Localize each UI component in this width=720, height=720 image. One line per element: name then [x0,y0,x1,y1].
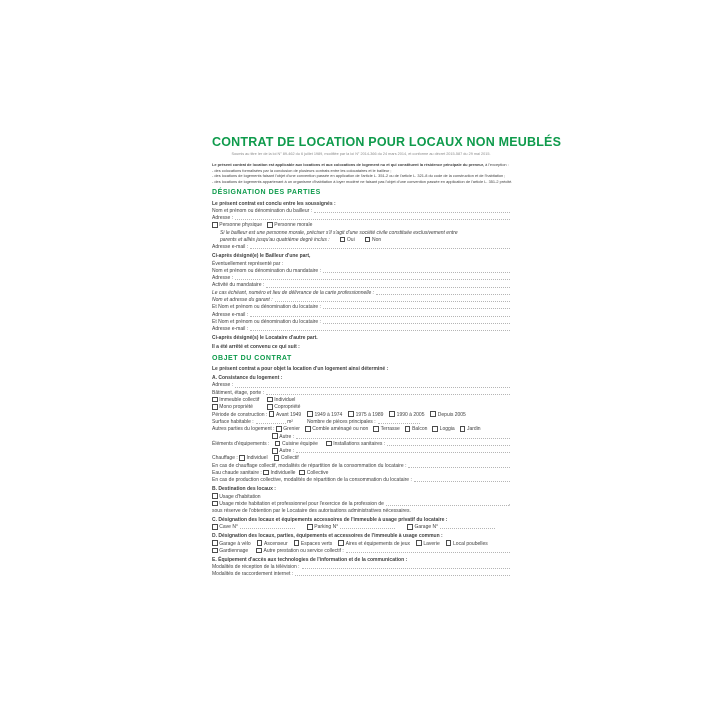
form-label: C. Désignation des locaux et équipements accessoires de l'immeuble à usage privatif du locataire : [212,517,448,524]
fill-line [323,272,510,273]
form-row [212,343,510,350]
form-label: En cas de chauffage collectif, modalités de répartition de la consommation du locataire : [212,462,407,469]
checkbox-label: Avant 1949 [275,411,302,418]
checkbox[interactable] [430,411,436,417]
checkbox-label: Ascenseur [263,540,288,547]
form-label: Nom et prénom ou dénomination du bailleur : [212,207,313,214]
form-body [212,189,510,578]
form-row [212,365,510,372]
checkbox[interactable] [446,540,452,546]
form-label: Adresse : [212,275,234,282]
form-label: Modalités de raccordement internet : [212,571,294,578]
form-row [212,221,510,228]
form-label: Adresse e-mail : [212,311,249,318]
form-label: Et Nom et prénom ou dénomination du locataire : [212,304,321,311]
intro-item: - des colocations formalisées par la conclusion de plusieurs contrats entre les colocataires et le bailleur ; [212,167,392,173]
checkbox[interactable] [212,501,218,507]
form-row [212,440,510,447]
checkbox-label: Terrasse [380,426,400,433]
checkbox-label: Laverie [423,540,440,547]
form-label: Et Nom et prénom ou dénomination du locataire : [212,318,321,325]
checkbox-label: Aires et équipements de jeux [345,540,411,547]
form-row [212,310,510,317]
checkbox[interactable] [257,540,263,546]
form-row [212,418,510,425]
form-row [212,267,510,274]
checkbox-label: Collectif [280,455,299,462]
form-label: D. Désignation des locaux, parties, équipements et accessoires de l'immeuble à usage commun : [212,533,443,540]
checkbox[interactable] [263,470,269,476]
form-row [212,432,510,439]
checkbox-label: Non [371,237,382,244]
form-row [212,516,510,523]
checkbox-option [430,411,465,417]
form-label: Si le bailleur est une personne morale, préciser s'il s'agit d'une société civile constituée exclusivement entre [220,229,458,236]
form-row [212,296,510,303]
intro-item: - des locations de logements appartenant à un organisme d'habitation à loyer modéré ne faisant pas l'objet d'une convention passée en application de l'article L. 351-2 précité. [212,178,513,184]
checkbox[interactable] [212,548,218,554]
form-row [212,236,510,243]
checkbox[interactable] [274,455,280,461]
form-row [212,303,510,310]
form-label: Éléments d'équipements : [212,440,271,447]
form-row [212,563,510,570]
fill-line [235,219,510,220]
checkbox-label: Installations sanitaires : [333,440,386,447]
form-label: Adresse : [212,215,234,222]
form-label: Nom et adresse du garant : [212,297,273,304]
checkbox-label: Personne morale [274,222,313,229]
fill-line [235,279,510,280]
checkbox-label: Copropriété [274,404,301,411]
fill-line [302,568,510,569]
form-row [212,492,510,499]
form-row [212,570,510,577]
form-row [212,403,510,410]
checkbox-option [294,540,333,546]
checkbox-label: Balcon [412,426,428,433]
fill-line [378,423,420,424]
form-label: Ci-après désigné(e) le Bailleur d'une part, [212,253,311,260]
checkbox-label: Usage d'habitation [219,493,261,500]
checkbox[interactable] [212,493,218,499]
form-row [212,389,510,396]
checkbox-option [212,397,267,403]
checkbox-label: Cuisine équipée [282,440,318,447]
checkbox-option [212,540,251,546]
checkbox-option [326,441,385,447]
fill-line [296,438,510,439]
form-row [212,214,510,221]
checkbox-option [373,426,399,432]
form-label: Activité du mandataire : [212,282,265,289]
checkbox[interactable] [267,404,273,410]
checkbox-label: 1990 à 2005 [396,411,425,418]
checkbox[interactable] [338,540,344,546]
checkbox[interactable] [407,524,413,530]
checkbox-label: 1975 à 1989 [355,411,384,418]
checkbox[interactable] [267,397,273,403]
intro-lead [212,162,510,168]
form-label: Adresse : [212,382,234,389]
checkbox[interactable] [340,237,346,243]
checkbox-option [405,426,428,432]
checkbox-option [274,455,299,461]
form-row [212,507,510,514]
fill-line [386,505,509,506]
checkbox-option [365,237,381,243]
checkbox[interactable] [294,540,300,546]
checkbox[interactable] [239,455,245,461]
fill-line [440,528,495,529]
checkbox-option [460,426,481,432]
form-row [212,539,510,546]
intro-item: - des locations de logements faisant l'objet d'une convention passée en application de l'article L. 351-2 ou de l'article L. 321-8 du code de la construction et de l'habitation ; [212,173,506,179]
form-row [212,318,510,325]
form-label: En cas de production collective, modalités de répartition de la consommation du locataire : [212,477,412,484]
checkbox-label: Individuel [274,397,296,404]
checkbox-label: Comble aménagé ou non [312,426,369,433]
form-row [212,396,510,403]
form-row [212,289,510,296]
form-label: Période de construction : [212,411,269,418]
checkbox-label: Parking N° [314,524,339,531]
checkbox[interactable] [299,470,305,476]
checkbox-option [267,404,300,410]
form-label: Eau chaude sanitaire : [212,470,264,477]
form-row [212,485,510,492]
form-row [212,281,510,288]
form-label: Adresse e-mail : [212,244,249,251]
fill-line [256,423,286,424]
checkbox[interactable] [212,540,218,546]
checkbox-option [267,222,312,228]
checkbox-label: Immeuble collectif [219,397,260,404]
form-label: E. Équipement d'accès aux technologies de l'information et de la communication : [212,556,408,563]
checkbox[interactable] [276,426,282,432]
checkbox[interactable] [416,540,422,546]
checkbox[interactable] [326,441,332,447]
checkbox-option [307,411,342,417]
fill-line [376,294,510,295]
checkbox-option [299,470,328,476]
form-label: sous réserve de l'obtention par le Locataire des autorisations administratives nécessaires. [212,508,411,515]
fill-line [387,445,510,446]
checkbox-label: Oui [346,237,355,244]
form-label: Il a été arrêté et convenu ce qui suit : [212,344,300,350]
form-row [212,274,510,281]
checkbox-option [416,540,440,546]
checkbox-option [276,426,300,432]
checkbox-label: Jardin [466,426,481,433]
fill-line [275,301,510,302]
intro-lead-bold: Le présent contrat de location est applicable aux locations et aux colocations de logement nu et qui constituent la résidence principale du preneur, [212,162,484,167]
checkbox-option [239,455,267,461]
form-label: Le présent contrat a pour objet la location d'un logement ainsi déterminé : [212,366,389,373]
form-row [212,523,510,530]
fill-line [414,481,510,482]
fill-line [314,212,510,213]
checkbox-label: Garage à vélo [219,540,251,547]
document-title: CONTRAT DE LOCATION POUR LOCAUX NON MEUBLÉS [212,135,562,149]
checkbox[interactable] [267,222,273,228]
checkbox-option [256,548,344,554]
checkbox-label: Cave N° [219,524,238,531]
checkbox[interactable] [373,426,379,432]
fill-line [250,248,510,249]
fill-line [323,323,510,324]
checkbox-label: Usage mixte habitation et professionnel pour l'exercice de la profession de [219,500,384,507]
form-label: Nom et prénom ou dénomination du mandataire : [212,267,321,274]
form-row [212,555,510,562]
form-row [212,207,510,214]
form-row [212,334,510,341]
checkbox[interactable] [307,411,313,417]
fill-line [295,575,510,576]
form-row [212,547,510,554]
checkbox-label: Espaces verts [300,540,333,547]
section-heading: DÉSIGNATION DES PARTIES [212,188,321,196]
form-row [212,454,510,461]
form-row [212,476,510,483]
checkbox[interactable] [272,448,278,454]
document-subtitle: Soumis au titre Ier de la loi N° 89-462 du 6 juillet 1989, modifiée par la loi N° 2014-366 du 24 mars 2014, et conforme au décret 2015-587 du 29 mai 2015. [231,152,491,156]
form-label: m² [285,418,293,425]
checkbox-label: Personne physique [219,222,263,229]
checkbox[interactable] [365,237,371,243]
checkbox-option [305,426,368,432]
checkbox-option [340,237,355,243]
checkbox-label: Loggia [439,426,455,433]
checkbox-label: Autre prestation ou service collectif : [263,547,344,554]
form-row [212,532,510,539]
checkbox-label: Individuelle [270,470,296,477]
fill-line [346,552,510,553]
fill-line [323,308,510,309]
contract-document [212,135,562,578]
form-row [212,229,510,236]
form-label: Chauffage : [212,455,240,462]
checkbox[interactable] [212,222,218,228]
checkbox-option [446,540,488,546]
form-label: Adresse e-mail : [212,326,249,333]
form-row [212,500,510,507]
form-label: Nombre de pièces principales : [306,418,376,425]
form-label: Autres parties du logement : [212,426,276,433]
checkbox-label: Individuel [246,455,268,462]
form-label: Le présent contrat est conclu entre les soussignés : [212,200,336,207]
checkbox-option [338,540,410,546]
checkbox[interactable] [389,411,395,417]
checkbox-label: 1949 à 1974 [314,411,343,418]
fill-line [340,528,395,529]
checkbox-label: Grenier [283,426,300,433]
form-label: Éventuellement représenté par : [212,260,284,267]
form-row [212,381,510,388]
checkbox-option [272,448,294,454]
form-row [212,447,510,454]
form-label: B. Destination des locaux : [212,486,276,493]
checkbox-option [389,411,424,417]
fill-line [266,287,510,288]
checkbox-label: Gardiennage [219,547,249,554]
checkbox[interactable] [460,426,466,432]
fill-line [408,467,510,468]
form-label: Bâtiment, étage, porte : [212,389,264,396]
form-label: Le cas échéant, numéro et lieu de délivrance de la carte professionnelle : [212,289,375,296]
fill-line [250,330,510,331]
checkbox-option [272,433,294,439]
checkbox-option [212,548,248,554]
checkbox-option [432,426,454,432]
checkbox[interactable] [275,441,281,447]
checkbox-option [257,540,288,546]
checkbox[interactable] [212,524,218,530]
checkbox-option [212,493,261,499]
checkbox-option [348,411,383,417]
checkbox-option [212,501,384,507]
checkbox[interactable] [272,433,278,439]
form-row [212,325,510,332]
form-row [212,425,510,432]
form-row [212,410,510,417]
checkbox-label: Garage N° [414,524,439,531]
form-label: parents et alliés jusqu'au quatrième degré inclus : [220,237,330,244]
checkbox-label: Mono propriété [219,404,253,411]
section-heading: OBJET DU CONTRAT [212,354,292,362]
checkbox-option [212,222,267,228]
form-row [212,259,510,266]
checkbox-option [269,411,302,417]
checkbox[interactable] [269,411,275,417]
checkbox[interactable] [256,548,262,554]
checkbox-option [267,397,295,403]
checkbox[interactable] [405,426,411,432]
form-label: A. Consistance du logement : [212,375,283,382]
checkbox-option [407,524,438,530]
fill-line [240,528,295,529]
intro-lead-tail: à l'exception : [483,162,509,167]
form-label: , [508,500,510,507]
checkbox[interactable] [348,411,354,417]
checkbox-option [212,524,238,530]
fill-line [296,452,510,453]
form-row [212,243,510,250]
checkbox-option [275,441,318,447]
checkbox[interactable] [432,426,438,432]
form-label: Modalités de réception de la télévision : [212,563,300,570]
form-label: Ci-après désigné(s) le Locataire d'autre part. [212,335,318,342]
fill-line [266,394,510,395]
checkbox-label: Autre : [279,433,295,440]
form-row [212,469,510,476]
checkbox-label: Local poubelles [453,540,488,547]
fill-line [250,316,510,317]
form-row [212,374,510,381]
intro-paragraph [212,162,513,184]
checkbox-label: Autre : [279,448,295,455]
form-row [212,252,510,259]
checkbox[interactable] [212,404,218,410]
checkbox[interactable] [307,524,313,530]
checkbox-option [263,470,295,476]
checkbox-label: Collective [306,470,329,477]
checkbox[interactable] [212,397,218,403]
checkbox-option [307,524,338,530]
checkbox-option [212,404,267,410]
checkbox-label: Depuis 2005 [437,411,466,418]
checkbox[interactable] [305,426,311,432]
form-row [212,199,510,206]
form-label: Surface habitable : [212,418,254,425]
form-row [212,462,510,469]
fill-line [235,387,510,388]
